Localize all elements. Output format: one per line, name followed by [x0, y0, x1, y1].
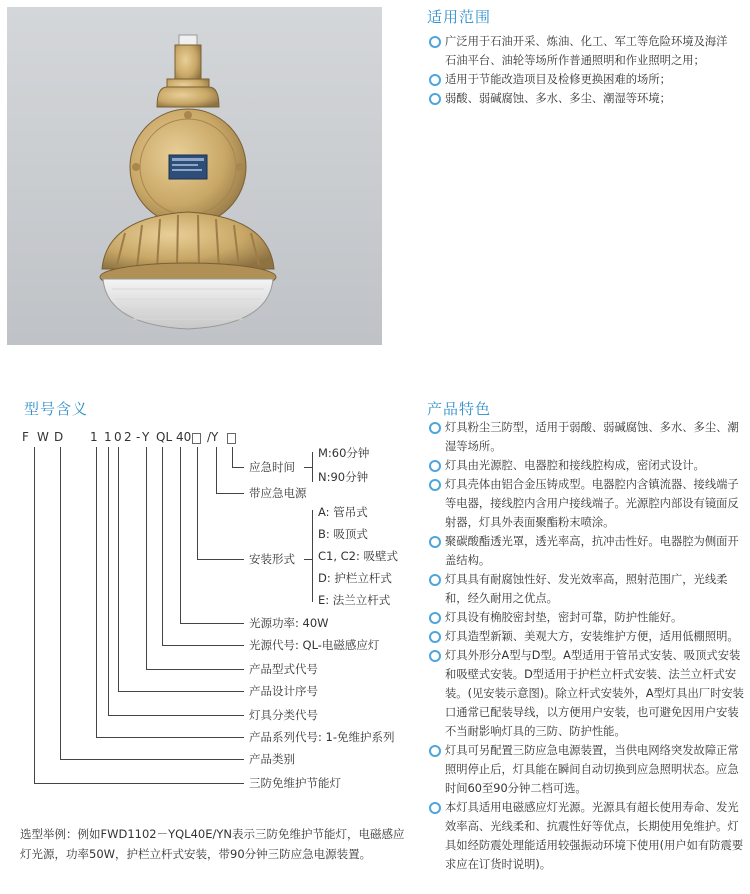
label-mount-e: E: 法兰立杆式	[318, 593, 391, 607]
code-char: 0	[114, 430, 122, 444]
label-source: 光源代号: QL-电磁感应灯	[249, 638, 380, 652]
code-placeholder-box	[192, 433, 201, 444]
label-mount-d: D: 护栏立杆式	[318, 571, 392, 585]
feature-item: 本灯具适用电磁感应灯光源。光源具有超长使用寿命、发光效率高、光线柔和、抗震性好等优点，长期使用免维护。灯具如经防震处理能适用较强振动环境下使用(用户如有防震要求应在订货时说明)。	[427, 798, 747, 874]
code-placeholder-box	[227, 433, 236, 444]
label-time-m: M:60分钟	[318, 446, 370, 460]
code-char: F	[22, 430, 29, 444]
selection-example: 选型举例：例如FWD1102－YQL40E/YN表示三防免维护节能灯，电磁感应灯光源，功率50W，护栏立杆式安装，带90分钟三防应急电源装置。	[20, 827, 405, 861]
label-mount-b: B: 吸顶式	[318, 527, 368, 541]
code-char: W	[37, 430, 49, 444]
model-title: 型号含义	[24, 400, 89, 418]
label-series: 产品系列代号: 1-免维护系列	[249, 730, 395, 744]
feature-item: 灯具粉尘三防型，适用于弱酸、弱碱腐蚀、多水、多尘、潮湿等场所。	[427, 418, 747, 456]
label-design: 产品设计序号	[249, 684, 318, 698]
label-full-name: 三防免维护节能灯	[249, 776, 341, 790]
usage-title: 适用范围	[427, 8, 492, 26]
code-char: /Y	[207, 430, 219, 444]
feature-item: 灯具可另配置三防应急电源装置，当供电网络突发故障正常照明停止后，灯具能在瞬间自动切换到应急照明状态。应急时间60至90分钟二档可选。	[427, 741, 747, 798]
feature-item: 灯具设有桷胶密封垫，密封可靠，防护性能好。	[427, 608, 747, 627]
features-title: 产品特色	[427, 400, 492, 418]
label-form: 产品型式代号	[249, 662, 318, 676]
code-char: -	[136, 430, 141, 444]
label-power: 光源功率: 40W	[249, 616, 329, 630]
usage-item: 适用于节能改造项目及检修更换困难的场所；	[427, 70, 737, 89]
usage-list	[427, 32, 737, 108]
label-mount-c: C1, C2: 吸壁式	[318, 549, 399, 563]
code-char: 1	[90, 430, 98, 444]
code-char: 1	[104, 430, 112, 444]
label-mount-type: 安装形式	[249, 552, 295, 566]
code-char: QL	[156, 430, 173, 444]
feature-item: 灯具壳体由铝合金压铸成型。电器腔内含镇流器、接线端子等电器，接线腔内含用户接线端子。光源腔内部设有镜面反射器，灯具外表面聚酯粉末喷涂。	[427, 475, 747, 532]
feature-item: 灯具外形分A型与D型。A型适用于管吊式安装、吸顶式安装和吸壁式安装。D型适用于护栏立杆式安装、法兰立杆式安装。(见安装示意图)。除立杆式安装外，A型灯具出厂时安装口通常已配装导线，以方便用户安装，也可避免因用户安装不当耐影响灯具的三防、防护性能。	[427, 646, 747, 741]
label-mount-a: A: 管吊式	[318, 505, 368, 519]
usage-item: 弱酸、弱碱腐蚀、多水、多尘、潮湿等环境；	[427, 89, 737, 108]
code-char: 40	[176, 430, 192, 444]
label-emergency-power: 带应急电源	[249, 486, 307, 500]
feature-item: 灯具具有耐腐蚀性好、发光效率高，照射范围广，光线柔和，经久耐用之优点。	[427, 570, 747, 608]
feature-item: 灯具由光源腔、电器腔和接线腔构成，密闭式设计。	[427, 456, 747, 475]
features-list	[427, 418, 747, 874]
feature-item: 聚碳酸酯透光罩，透光率高，抗冲击性好。电器腔为侧面开盖结构。	[427, 532, 747, 570]
feature-item: 灯具造型新颖、美观大方，安装维护方便，适用低棚照明。	[427, 627, 747, 646]
product-photo	[7, 7, 382, 345]
explosion-proof-lamp-illustration	[7, 7, 382, 345]
code-char: Y	[142, 430, 150, 444]
code-char: 2	[124, 430, 132, 444]
label-category: 产品类别	[249, 752, 295, 766]
usage-item: 广泛用于石油开采、炼油、化工、军工等危险环境及海洋石油平台、油轮等场所作普通照明和作业照明之用；	[427, 32, 737, 70]
label-emergency-time: 应急时间	[249, 460, 295, 474]
label-time-n: N:90分钟	[318, 470, 369, 484]
code-char: D	[54, 430, 64, 444]
label-classify: 灯具分类代号	[249, 708, 318, 722]
